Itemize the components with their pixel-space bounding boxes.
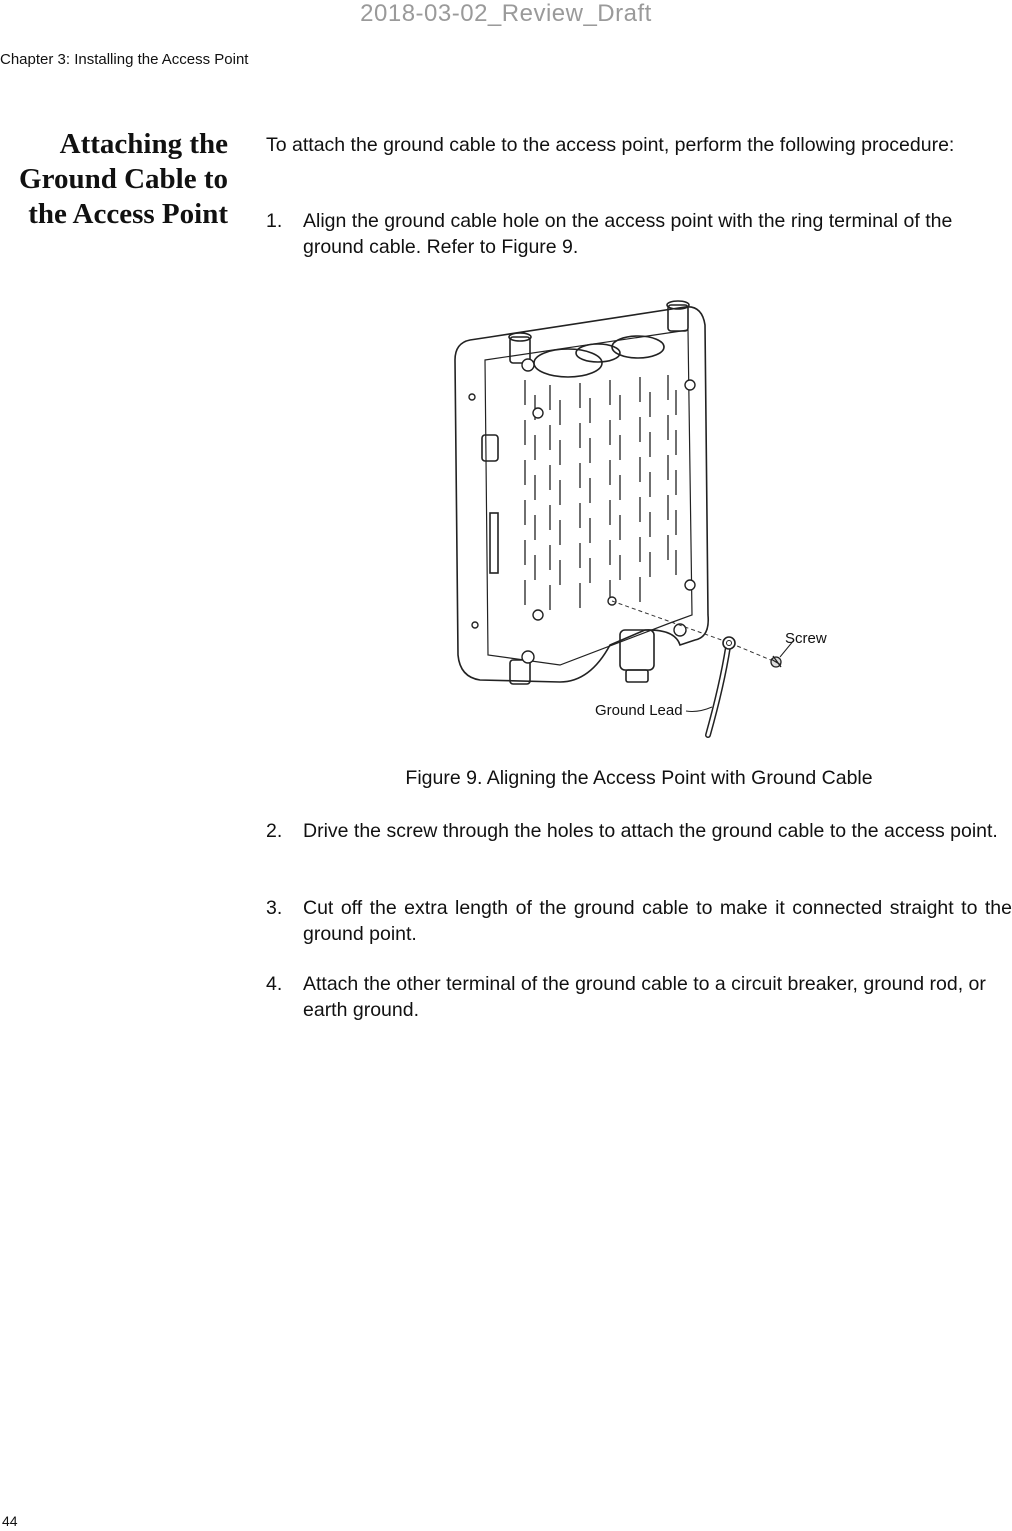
step-number: 3. (266, 897, 283, 919)
ground-lead-label: Ground Lead (595, 702, 683, 719)
review-watermark: 2018-03-02_Review_Draft (360, 0, 652, 27)
page-number: 44 (2, 1513, 18, 1529)
heading-line-1: Attaching the (59, 128, 228, 160)
step-text: Align the ground cable hole on the access point with the ring terminal of the ground cable. Refer to Figure 9. (303, 210, 953, 258)
step-number: 1. (266, 210, 283, 232)
figure-caption: Figure 9. Aligning the Access Point with Ground Cable (405, 767, 873, 789)
access-point-illustration (440, 285, 840, 745)
heading-line-3: the Access Point (28, 198, 228, 230)
step-text: Cut off the extra length of the ground cable to make it connected straight to the ground point. (303, 897, 1012, 945)
access-point-figure (440, 285, 840, 745)
screw-label: Screw (785, 630, 827, 647)
step-2 (266, 818, 1012, 844)
step-number: 2. (266, 820, 283, 842)
step-number: 4. (266, 973, 283, 995)
intro-paragraph: To attach the ground cable to the access point, perform the following procedure: (266, 134, 955, 156)
step-1 (266, 208, 1012, 260)
chapter-header: Chapter 3: Installing the Access Point (0, 51, 249, 68)
heading-line-2: Ground Cable to (19, 163, 228, 195)
step-4 (266, 971, 1012, 1023)
step-text: Attach the other terminal of the ground cable to a circuit breaker, ground rod, or earth ground. (303, 973, 986, 1021)
step-text: Drive the screw through the holes to attach the ground cable to the access point. (303, 820, 998, 842)
step-3 (266, 895, 1012, 947)
section-heading (0, 127, 228, 232)
